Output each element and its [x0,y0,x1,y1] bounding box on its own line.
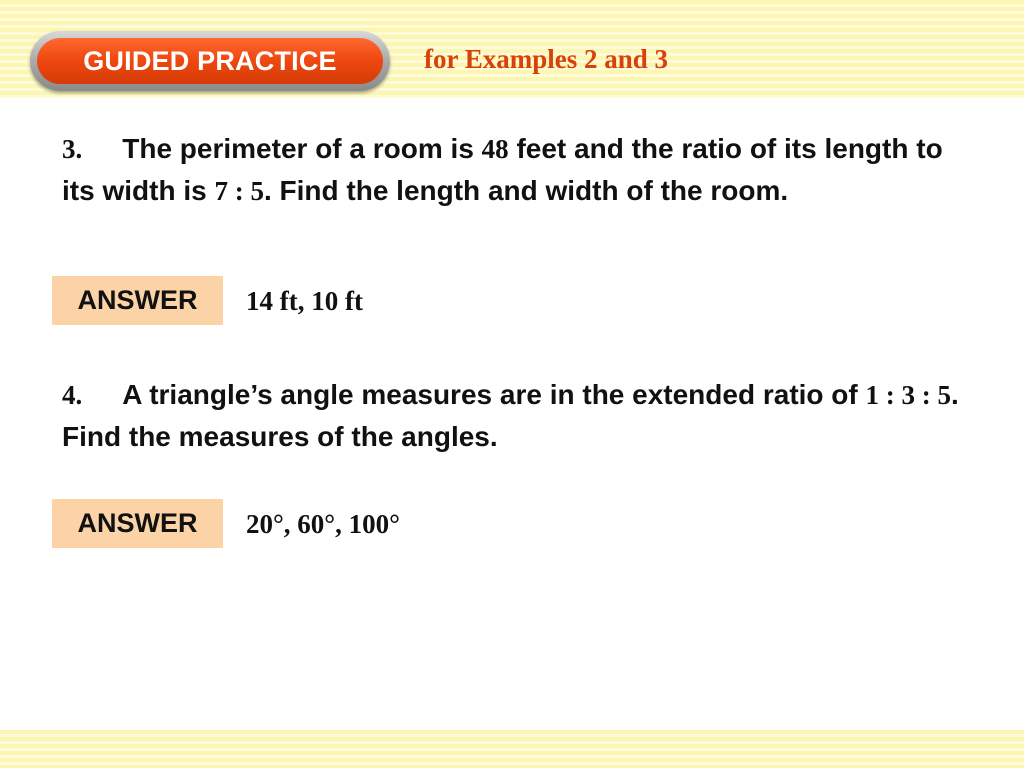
answer-label: ANSWER [52,276,223,325]
problem-number: 4. [62,380,83,410]
answer-value: 14 ft, 10 ft [246,286,363,316]
problem-text: The perimeter of a room is [122,133,482,164]
guided-practice-badge: GUIDED PRACTICE [37,38,383,84]
examples-subtitle: for Examples 2 and 3 [424,44,669,74]
answer-value: 20°, 60°, 100° [246,509,400,539]
problem-value: 48 [481,134,509,164]
problem-text: A triangle’s angle measures are in the extended ratio of [122,379,866,410]
problem-ratio: 1 : 3 : 5 [865,380,951,410]
problem-text: . Find the measures of the angles. [62,379,959,452]
problem-4 [62,374,962,458]
answer-label: ANSWER [52,499,223,548]
problem-3 [62,128,962,212]
footer-band [0,730,1024,768]
problem-ratio: 7 : 5 [214,176,264,206]
problem-text: feet and the ratio of its length to its width is [62,133,943,206]
problem-text: . Find the length and width of the room. [263,175,789,206]
problem-number: 3. [62,134,83,164]
